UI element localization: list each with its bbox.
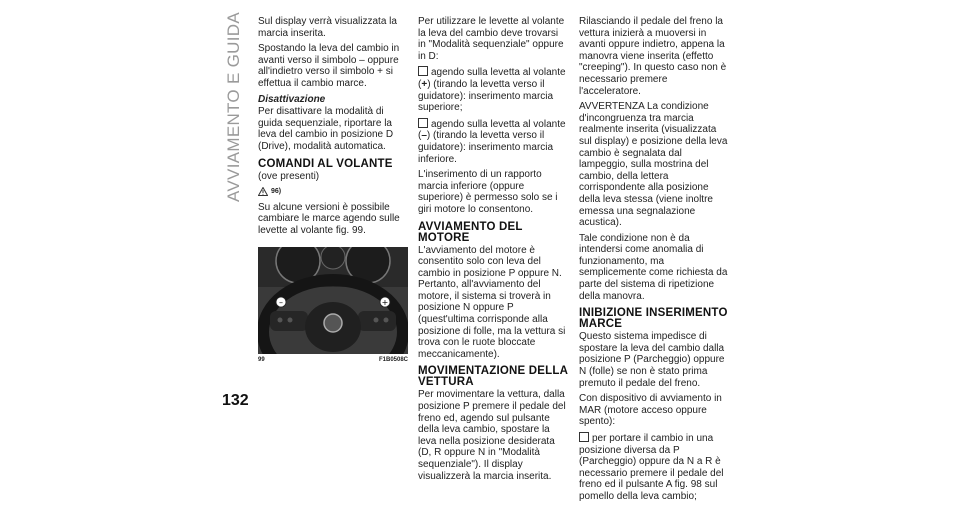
page-number: 132 bbox=[222, 392, 249, 409]
figure-code: F1B0508C bbox=[378, 356, 408, 363]
col3-paragraph-2: AVVERTENZA La condizione d'incongruenza tra marcia realmente inserita (visualizzata sul display) e posizione della leva cambio è segnalata dal lampeggio, sulla mostrina del cambio, della lettera corrispondente alla posizione della leva stessa (viene inoltre emessa una segnalazione acustica). bbox=[579, 101, 728, 229]
col2-bullet-2 bbox=[418, 118, 568, 165]
col1-paragraph-4: Su alcune versioni è possibile cambiare le marce agendo sulle levette al volante fig. 99. bbox=[258, 201, 400, 236]
column-1 bbox=[258, 16, 408, 366]
column-3 bbox=[579, 16, 729, 507]
col3-paragraph-4: Questo sistema impedisce di spostare la leva del cambio dalla posizione P (Parcheggio) oppure N (folle) se non è stato prima premuto il pedale del freno. bbox=[579, 331, 725, 389]
steering-wheel-figure bbox=[258, 247, 408, 354]
engine-start-heading: AVVIAMENTO DEL MOTORE bbox=[418, 220, 523, 244]
col2-bullet-2-text-a: agendo sulla levetta al volante ( bbox=[418, 118, 566, 142]
minus-symbol-icon: – bbox=[421, 130, 427, 142]
col2-bullet-1-text-a: agendo sulla levetta al volante ( bbox=[418, 67, 566, 90]
vehicle-moving-heading: MOVIMENTAZIONE DELLA VETTURA bbox=[418, 365, 568, 389]
disable-heading: Disattivazione bbox=[258, 93, 326, 105]
col3-bullet-1-text: per portare il cambio in una posizione diversa da P (Parcheggio) oppure da N a R è necessario premere il pedale del freno ed il pulsante A fig. 98 sul pomello della leva cambio; bbox=[579, 433, 724, 502]
checkbox-bullet-icon bbox=[579, 432, 589, 442]
steering-wheel-illustration bbox=[258, 247, 408, 354]
svg-text:–: – bbox=[279, 297, 283, 307]
col3-paragraph-5: Con dispositivo di avviamento in MAR (motore acceso oppure spento): bbox=[579, 393, 722, 428]
col3-paragraph-3: Tale condizione non è da intendersi come anomalia di funzionamento, ma semplicemente come richiesta da parte del sistema di ripetizione della manovra. bbox=[579, 232, 728, 302]
checkbox-bullet-icon bbox=[418, 66, 428, 76]
column-2 bbox=[418, 16, 568, 486]
col1-paragraph-2: Spostando la leva del cambio in avanti verso il simbolo – oppure all'indietro verso il simbolo + si effettua il cambio marce. bbox=[258, 43, 400, 89]
col3-paragraph-1: Rilasciando il pedale del freno la vettura inizierà a muoversi in avanti oppure indietro, appena la manovra viene inserita (effetto "creeping"). In questo caso non è necessario premere l'acceleratore. bbox=[579, 16, 727, 97]
col2-bullet-2-text-b: ) (tirando la levetta verso il guidatore): inserimento marcia inferiore. bbox=[418, 130, 554, 165]
col1-paragraph-3: Per disattivare la modalità di guida sequenziale, riportare la leva del cambio in posizione D (Drive), modalità automatica. bbox=[258, 106, 394, 152]
col2-paragraph-3: L'avviamento del motore è consentito solo con leva del cambio in posizione P oppure N. Pertanto, all'avviamento del motore, il sistema si troverà in posizione N oppure P (quest'ultima corrisponde alla posizione di folle, ma la vettura si trova con le ruote bloccate meccanicamente). bbox=[418, 244, 566, 360]
col2-paragraph-4: Per movimentare la vettura, dalla posizione P premere il pedale del freno ed, agendo sul pulsante della leva cambio, spostare la leva nella posizione desiderata (D, R oppure N in "Modalità sequenziale"). Il display visualizzerà la marcia inserita. bbox=[418, 389, 566, 482]
figure-caption bbox=[258, 355, 408, 367]
col2-paragraph-2: L'inserimento di un rapporto marcia inferiore (oppure superiore) è permesso solo se i giri motore lo consentono. bbox=[418, 169, 558, 215]
paddles-subheading: (ove presenti) bbox=[258, 170, 320, 182]
paddles-heading: COMANDI AL VOLANTE bbox=[258, 157, 393, 170]
gear-inhibit-heading: INIBIZIONE INSERIMENTO MARCE bbox=[579, 307, 728, 331]
col2-bullet-1-text-b: ) (tirando la levetta verso il guidatore): inserimento marcia superiore; bbox=[418, 78, 554, 114]
svg-text:+: + bbox=[381, 297, 389, 307]
warning-triangle-icon bbox=[258, 187, 268, 196]
col2-paragraph-1: Per utilizzare le levette al volante la leva del cambio deve trovarsi in "Modalità sequenziale" oppure in D: bbox=[418, 16, 565, 62]
plus-symbol-icon: + bbox=[421, 78, 428, 90]
warning-reference-number: 96) bbox=[271, 188, 282, 196]
section-side-title bbox=[222, 12, 246, 202]
col1-paragraph-1: Sul display verrà visualizzata la marcia inserita. bbox=[258, 16, 397, 39]
checkbox-bullet-icon bbox=[418, 118, 428, 128]
figure-number: 99 bbox=[258, 356, 265, 363]
warning-reference bbox=[258, 186, 408, 198]
col2-bullet-1 bbox=[418, 66, 568, 113]
section-side-title-text: AVVIAMENTO E GUIDA bbox=[224, 12, 243, 202]
col3-bullet-1 bbox=[579, 432, 729, 503]
